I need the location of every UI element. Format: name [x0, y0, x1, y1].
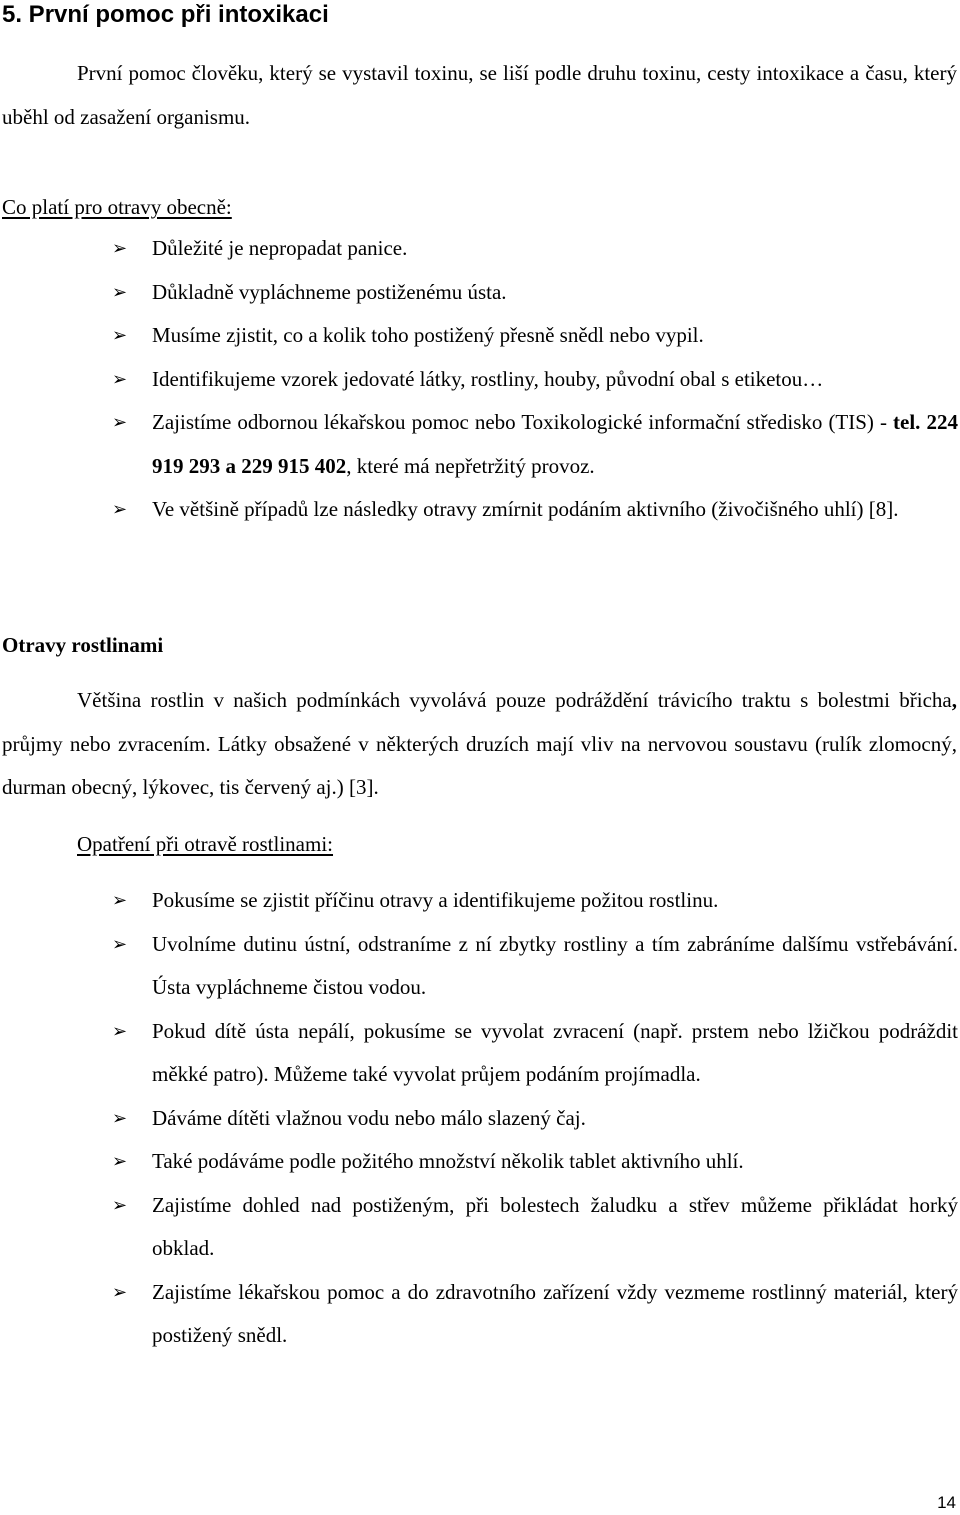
arrow-bullet-icon: ➢ [112, 1281, 128, 1303]
arrow-bullet-icon: ➢ [112, 499, 128, 520]
list-item: ➢ Také podáváme podle požitého množství několik tablet aktivního uhlí. [0, 1140, 958, 1184]
arrow-bullet-icon: ➢ [112, 1020, 128, 1042]
page-number: 14 [937, 1493, 956, 1512]
list-item: ➢ Musíme zjistit, co a kolik toho postižený přesně snědl nebo vypil. [0, 314, 958, 358]
list-item: ➢ Uvolníme dutinu ústní, odstraníme z ní zbytky rostliny a tím zabráníme dalšímu vstřebávání. Ústa vypláchneme čistou vodou. [0, 923, 958, 1010]
plants-heading: Otravy rostlinami [2, 633, 164, 657]
plants-paragraph: Většina rostlin v našich podmínkách vyvolává pouze podráždění trávicího traktu s bolestmi břicha, průjmy nebo zvracením. Látky obsažené v některých druzích mají vliv na nervovou soustavu (rulík zlomocný, durman obecný, lýkovec, tis červený aj.) [3]. [2, 688, 957, 799]
measures-list [0, 879, 958, 1358]
list-item: ➢ Ve většině případů lze následky otravy zmírnit podáním aktivního (živočišného uhlí) [8]. [0, 488, 958, 532]
list-item: ➢ Zajistíme lékařskou pomoc a do zdravotního zařízení vždy vezmeme rostlinný materiál, který postižený snědl. [0, 1271, 958, 1358]
arrow-bullet-icon: ➢ [112, 412, 128, 433]
list-item: ➢ Pokusíme se zjistit příčinu otravy a identifikujeme požitou rostlinu. [0, 879, 958, 923]
measures-label-text: Opatření při otravě rostlinami: [77, 832, 334, 856]
general-label [2, 192, 232, 222]
section-heading: 5. První pomoc při intoxikaci [2, 1, 329, 28]
arrow-bullet-icon: ➢ [112, 890, 128, 911]
list-item-tis: ➢ Zajistíme odbornou lékařskou pomoc nebo Toxikologické informační středisko (TIS) - tel. 224 919 293 a 229 915 402, které má nepřetržitý provoz. [0, 401, 958, 488]
measures-label [77, 829, 333, 859]
list-item: ➢ Dáváme dítěti vlažnou vodu nebo málo slazený čaj. [0, 1097, 958, 1141]
list-item: ➢ Důležité je nepropadat panice. [0, 227, 958, 271]
arrow-bullet-icon: ➢ [112, 238, 128, 259]
arrow-bullet-icon: ➢ [112, 281, 128, 303]
arrow-bullet-icon: ➢ [112, 933, 128, 955]
list-item: ➢ Identifikujeme vzorek jedovaté látky, rostliny, houby, původní obal s etiketou… [0, 358, 958, 402]
list-item: ➢ Zajistíme dohled nad postiženým, při bolestech žaludku a střev můžeme přikládat horký obklad. [0, 1184, 958, 1271]
list-item: ➢ Pokud dítě ústa nepálí, pokusíme se vyvolat zvracení (např. prstem nebo lžičkou podráždit měkké patro). Můžeme také vyvolat průjem podáním projímadla. [0, 1010, 958, 1097]
general-label-text: Co platí pro otravy obecně: [2, 195, 232, 219]
general-list [0, 227, 958, 532]
arrow-bullet-icon: ➢ [112, 1194, 128, 1216]
list-item: ➢ Důkladně vypláchneme postiženému ústa. [0, 271, 958, 315]
tis-phone-numbers: tel. 224 919 293 a 229 915 402 [152, 410, 958, 478]
arrow-bullet-icon: ➢ [112, 1107, 128, 1129]
arrow-bullet-icon: ➢ [112, 368, 128, 390]
arrow-bullet-icon: ➢ [112, 325, 128, 346]
arrow-bullet-icon: ➢ [112, 1151, 128, 1172]
intro-paragraph: První pomoc člověku, který se vystavil toxinu, se liší podle druhu toxinu, cesty intoxikace a času, který uběhl od zasažení organismu. [2, 61, 957, 129]
